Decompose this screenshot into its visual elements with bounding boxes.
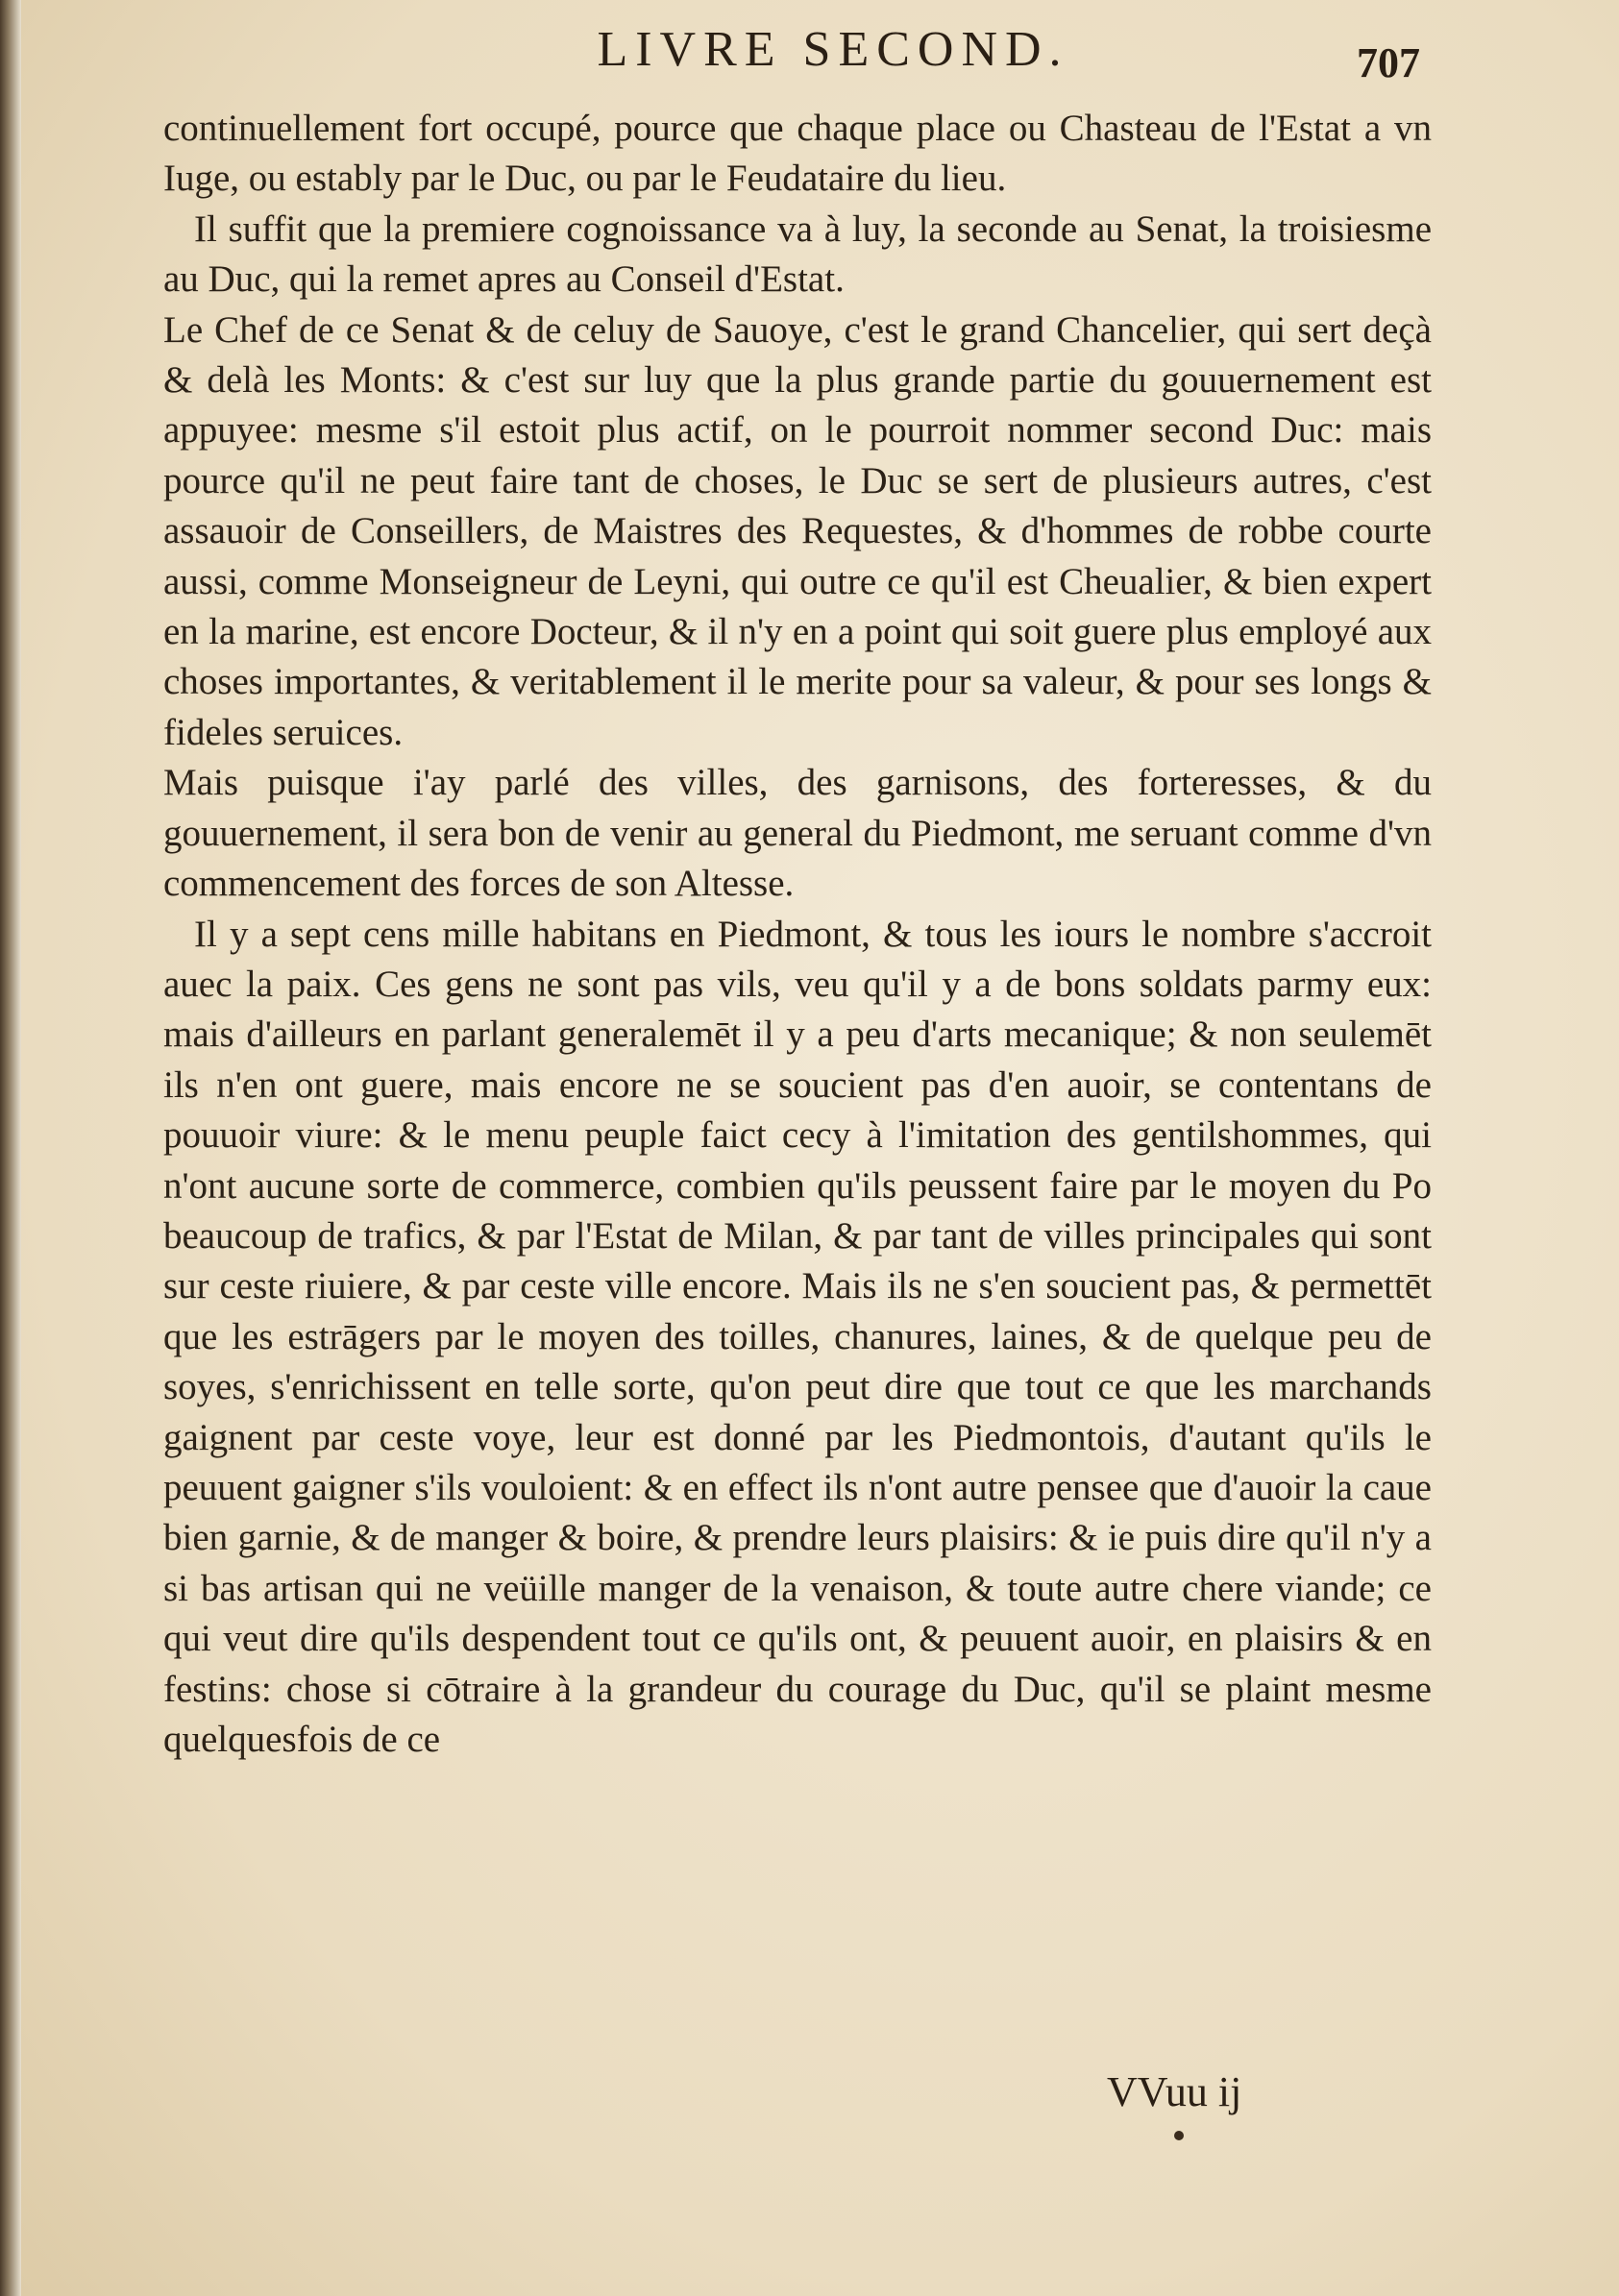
page-number: 707 [1357, 39, 1420, 86]
paragraph-5: Il y a sept cens mille habitans en Piedmont, & tous les iours le nombre s'accroit auec la paix. Ces gens ne sont pas vils, veu qu'il y a de bons soldats parmy eux: mais d'ailleurs en parlant generalemēt il y a peu d'arts mecanique; & non seulemēt ils n'en ont guere, mais encore ne se soucient pas d'en auoir, se contentans de pouuoir viure: & le menu peuple faict cecy à l'imitation des gentilshommes, qui n'ont aucune sorte de commerce, combien qu'ils peussent faire par le moyen du Po beaucoup de trafics, & par l'Estat de Milan, & par tant de villes principales qui sont sur ceste riuiere, & par ceste ville encore. Mais ils ne s'en soucient pas, & permettēt que les estrāgers par le moyen des toilles, chanures, laines, & de quelque peu de soyes, s'enrichissent en telle sorte, qu'on peut dire que tout ce que les marchands gaignent par ceste voye, leur est donné par les Piedmontois, d'autant qu'ils le peuuent gaigner s'ils vouloient: & en effect ils n'ont autre pensee que d'auoir la caue bien garnie, & de manger & boire, & prendre leurs plaisirs: & ie puis dire qu'il n'y a si bas artisan qui ne veüille manger de la venaison, & toute autre chere viande; ce qui veut dire qu'ils despendent tout ce qu'ils ont, & peuuent auoir, en plaisirs & en festins: chose si cōtraire à la grandeur du courage du Duc, qu'il se plaint mesme quelquesfois de ce [163, 913, 1432, 1760]
ink-dot [1174, 2131, 1184, 2140]
running-title: LIVRE SECOND. [597, 22, 1069, 77]
body-text [163, 104, 1432, 1765]
book-page [21, 0, 1619, 2296]
signature-mark: VVuu ij [1107, 2068, 1242, 2115]
paragraph-1: continuellement fort occupé, pource que chaque place ou Chasteau de l'Estat a vn Iuge, ou estably par le Duc, ou par le Feudataire du lieu. [163, 108, 1432, 200]
paragraph-3: Le Chef de ce Senat & de celuy de Sauoye, c'est le grand Chancelier, qui sert deçà & delà les Monts: & c'est sur luy que la plus grande partie du gouuernement est appuyee: mesme s'il estoit plus actif, on le pourroit nommer second Duc: mais pource qu'il ne peut faire tant de choses, le Duc se sert de plusieurs autres, c'est assauoir de Conseillers, de Maistres des Requestes, & d'hommes de robbe courte aussi, comme Monseigneur de Leyni, qui outre ce qu'il est Cheualier, & bien expert en la marine, est encore Docteur, & il n'y en a point qui soit guere plus employé aux choses importantes, & veritablement il le merite pour sa valeur, & pour ses longs & fideles seruices. [163, 308, 1432, 753]
paragraph-4: Mais puisque i'ay parlé des villes, des garnisons, des forteresses, & du gouuernement, il sera bon de venir au general du Piedmont, me seruant comme d'vn commencement des forces de son Altesse. [163, 762, 1432, 905]
paragraph-2: Il suffit que la premiere cognoissance va à luy, la seconde au Senat, la troisiesme au Duc, qui la remet apres au Conseil d'Estat. [163, 208, 1432, 301]
book-gutter-edge [0, 0, 21, 2296]
